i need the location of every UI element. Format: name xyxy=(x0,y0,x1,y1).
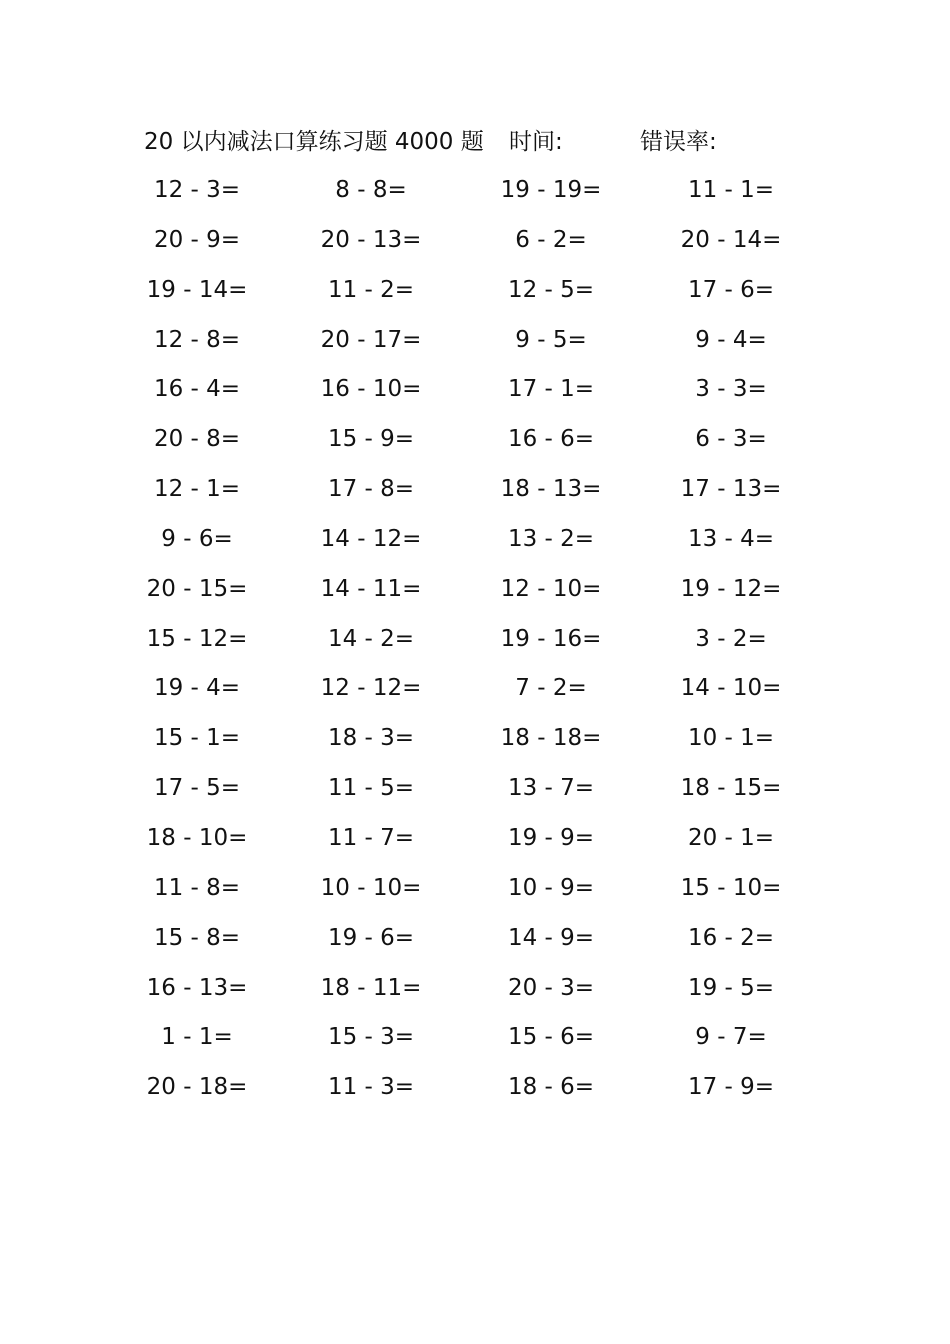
problem-item: 10 - 10= xyxy=(320,874,422,901)
problem-item: 15 - 3= xyxy=(327,1024,415,1051)
problem-item: 12 - 1= xyxy=(153,476,241,503)
problem-item: 17 - 6= xyxy=(687,276,775,303)
problem-item: 10 - 9= xyxy=(507,874,595,901)
problem-item: 20 - 14= xyxy=(680,226,782,253)
problem-item: 15 - 9= xyxy=(327,426,415,453)
problem-item: 3 - 3= xyxy=(695,376,767,403)
problem-grid xyxy=(0,170,950,1117)
problem-item: 13 - 7= xyxy=(507,775,595,802)
problem-item: 11 - 2= xyxy=(327,276,415,303)
problem-row xyxy=(0,270,950,320)
problem-row xyxy=(0,419,950,469)
problem-item: 13 - 4= xyxy=(687,525,775,552)
problem-row xyxy=(0,569,950,619)
problem-row xyxy=(0,768,950,818)
problem-item: 9 - 6= xyxy=(161,525,233,552)
problem-item: 9 - 7= xyxy=(695,1024,767,1051)
time-label: 时间: xyxy=(509,129,563,155)
problem-row xyxy=(0,1017,950,1067)
problem-item: 9 - 4= xyxy=(695,326,767,353)
problem-item: 14 - 9= xyxy=(507,924,595,951)
problem-item: 14 - 10= xyxy=(680,675,782,702)
problem-item: 14 - 12= xyxy=(320,525,422,552)
problem-item: 15 - 8= xyxy=(153,924,241,951)
problem-item: 12 - 3= xyxy=(153,177,241,203)
problem-item: 12 - 12= xyxy=(320,675,422,702)
problem-item: 12 - 10= xyxy=(500,575,602,602)
problem-item: 15 - 6= xyxy=(507,1024,595,1051)
problem-item: 19 - 16= xyxy=(500,625,602,652)
problem-item: 18 - 11= xyxy=(320,974,422,1001)
problem-item: 20 - 18= xyxy=(146,1074,248,1101)
problem-row xyxy=(0,369,950,419)
problem-item: 13 - 2= xyxy=(507,525,595,552)
problem-item: 20 - 1= xyxy=(687,824,775,851)
problem-item: 15 - 1= xyxy=(153,725,241,752)
problem-item: 9 - 5= xyxy=(515,326,587,353)
problem-row xyxy=(0,170,950,220)
problem-row xyxy=(0,968,950,1018)
problem-row xyxy=(0,1067,950,1117)
problem-item: 17 - 9= xyxy=(687,1074,775,1101)
problem-item: 16 - 10= xyxy=(320,376,422,403)
problem-item: 19 - 4= xyxy=(153,675,241,702)
problem-item: 12 - 5= xyxy=(507,276,595,303)
problem-item: 11 - 1= xyxy=(687,177,775,203)
problem-item: 20 - 8= xyxy=(153,426,241,453)
problem-row xyxy=(0,718,950,768)
problem-item: 20 - 17= xyxy=(320,326,422,353)
problem-item: 12 - 8= xyxy=(153,326,241,353)
problem-item: 16 - 4= xyxy=(153,376,241,403)
problem-item: 18 - 6= xyxy=(507,1074,595,1101)
problem-item: 8 - 8= xyxy=(335,177,407,203)
problem-item: 19 - 19= xyxy=(500,177,602,203)
worksheet-header xyxy=(0,124,950,160)
problem-item: 18 - 10= xyxy=(146,824,248,851)
problem-item: 20 - 13= xyxy=(320,226,422,253)
problem-item: 19 - 9= xyxy=(507,824,595,851)
problem-item: 16 - 6= xyxy=(507,426,595,453)
problem-item: 6 - 3= xyxy=(695,426,767,453)
error-rate-label: 错误率: xyxy=(640,129,717,155)
problem-item: 17 - 13= xyxy=(680,476,782,503)
problem-item: 18 - 15= xyxy=(680,775,782,802)
problem-item: 17 - 8= xyxy=(327,476,415,503)
problem-item: 7 - 2= xyxy=(515,675,587,702)
problem-row xyxy=(0,519,950,569)
problem-row xyxy=(0,220,950,270)
problem-item: 20 - 15= xyxy=(146,575,248,602)
problem-item: 14 - 2= xyxy=(327,625,415,652)
problem-item: 20 - 3= xyxy=(507,974,595,1001)
problem-row xyxy=(0,668,950,718)
problem-item: 19 - 6= xyxy=(327,924,415,951)
problem-item: 18 - 13= xyxy=(500,476,602,503)
problem-row xyxy=(0,469,950,519)
problem-item: 15 - 10= xyxy=(680,874,782,901)
problem-item: 3 - 2= xyxy=(695,625,767,652)
worksheet-title: 20 以内减法口算练习题 4000 题 xyxy=(144,129,484,155)
problem-item: 19 - 5= xyxy=(687,974,775,1001)
problem-item: 1 - 1= xyxy=(161,1024,233,1051)
problem-row xyxy=(0,918,950,968)
problem-item: 16 - 13= xyxy=(146,974,248,1001)
problem-row xyxy=(0,868,950,918)
problem-item: 17 - 5= xyxy=(153,775,241,802)
problem-item: 18 - 18= xyxy=(500,725,602,752)
problem-item: 11 - 5= xyxy=(327,775,415,802)
problem-item: 19 - 14= xyxy=(146,276,248,303)
problem-item: 20 - 9= xyxy=(153,226,241,253)
problem-row xyxy=(0,619,950,669)
problem-item: 11 - 7= xyxy=(327,824,415,851)
problem-row xyxy=(0,320,950,370)
problem-item: 15 - 12= xyxy=(146,625,248,652)
problem-item: 11 - 8= xyxy=(153,874,241,901)
problem-item: 10 - 1= xyxy=(687,725,775,752)
problem-item: 19 - 12= xyxy=(680,575,782,602)
problem-row xyxy=(0,818,950,868)
problem-item: 6 - 2= xyxy=(515,226,587,253)
problem-item: 11 - 3= xyxy=(327,1074,415,1101)
problem-item: 17 - 1= xyxy=(507,376,595,403)
problem-item: 16 - 2= xyxy=(687,924,775,951)
problem-item: 14 - 11= xyxy=(320,575,422,602)
problem-item: 18 - 3= xyxy=(327,725,415,752)
